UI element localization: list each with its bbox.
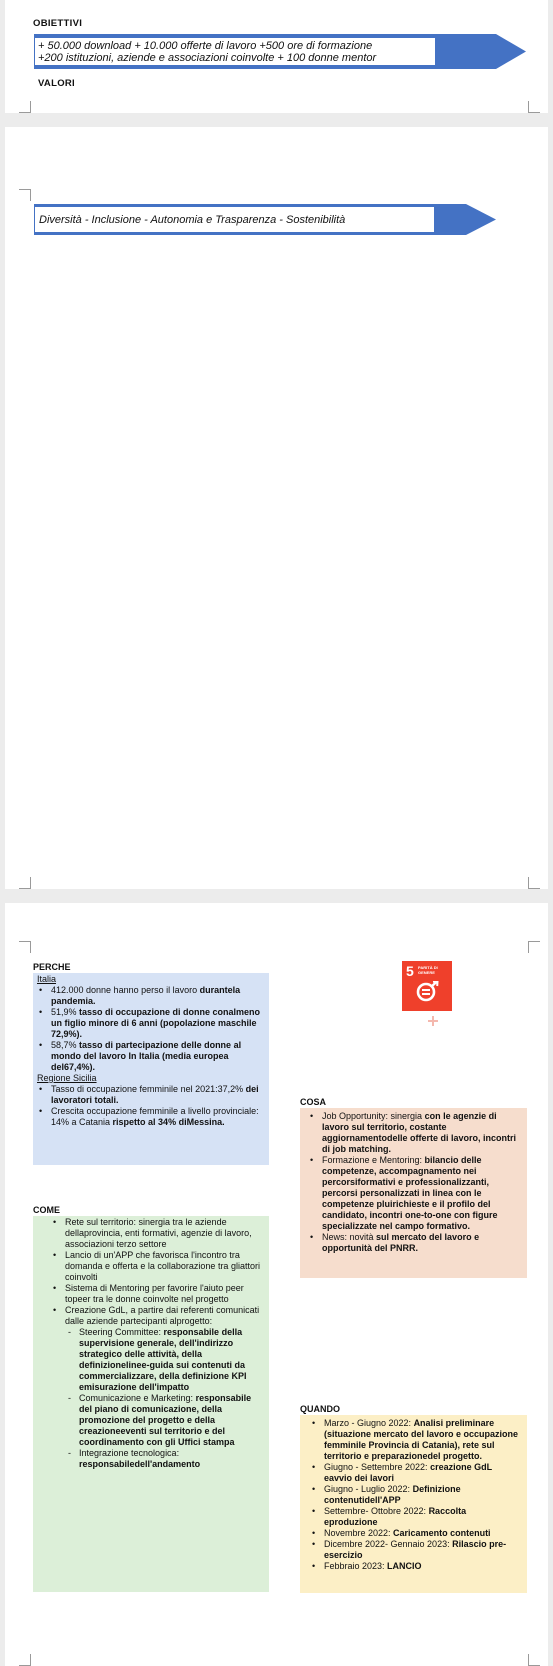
perche-italia-item	[37, 1040, 263, 1073]
quando-item-bold-text: LANCIO	[387, 1561, 422, 1571]
document-page-1	[5, 0, 548, 113]
quando-item-bold-text: creazione GdL eavvio dei lavori	[324, 1462, 492, 1483]
quando-item-text: Novembre 2022:	[324, 1528, 394, 1538]
come-item-text: Creazione GdL, a partire dai referenti comunicati dalle aziende partecipanti alprogetto:	[65, 1305, 260, 1326]
page-corner-mark	[528, 101, 540, 113]
document-page-2	[5, 127, 548, 889]
perche-italia-item-bold-text: tasso di occupazione di donne conalmeno un figlio minore di 6 anni (popolazione maschile 72,9%).	[51, 1007, 261, 1039]
values-heading: VALORI	[38, 78, 75, 89]
quando-item	[310, 1539, 521, 1561]
cosa-item-bold-text: bilancio delle competenze, accompagnamento nei percorsiformativi e professionalizzanti, percorsi personalizzati in linea con le competenze pluirichieste e il profilo del candidato, incontri one-to-one con figure specializzate nel campo formativo.	[322, 1155, 498, 1231]
come-item-text: Rete sul territorio: sinergia tra le aziende dellaprovincia, enti formativi, agenzie di lavoro, associazioni terzo settore	[65, 1217, 252, 1249]
quando-item-bold-text: Rilascio pre-esercizio	[324, 1539, 507, 1560]
gender-equality-icon	[414, 981, 440, 1008]
come-heading: COME	[33, 1205, 60, 1215]
perche-sicilia-item-bold-text: rispetto al 34% diMessina.	[112, 1117, 225, 1127]
come-subitem-bold-text: responsabile della supervisione generale, dell'indirizzo strategico delle attività, della definizionelinee-guida sui contenuti da commercializzare, della definizione KPI emisurazione dell'impatto	[79, 1327, 247, 1392]
come-subitem	[65, 1448, 263, 1470]
cosa-box	[300, 1108, 527, 1278]
sdg-title: PARITÀ DI GENERE	[418, 965, 438, 975]
quando-item-bold-text: Raccolta eproduzione	[324, 1506, 467, 1527]
quando-heading: QUANDO	[300, 1404, 340, 1414]
quando-item	[310, 1418, 521, 1462]
cosa-item-bold-text: con le agenzie di lavoro sul territorio, costante aggiornamentodelle offerte di lavoro, incontri di job matching.	[322, 1111, 517, 1154]
cosa-item-text: Formazione e Mentoring:	[322, 1155, 425, 1165]
sdg-5-gender-equality-badge	[402, 961, 452, 1011]
come-item	[51, 1283, 263, 1305]
quando-item	[310, 1528, 521, 1539]
perche-italia-item-bold-text: tasso di partecipazione delle donne al mondo del lavoro In Italia (media europea del67,4%).	[51, 1040, 242, 1072]
come-subitem	[65, 1393, 263, 1448]
page-corner-mark	[528, 941, 540, 953]
come-subitem-text: Integrazione tecnologica:	[79, 1448, 180, 1458]
come-item	[51, 1305, 263, 1327]
come-item-text: Lancio di un'APP che favorisca l'incontro tra domanda e offerta e la collaborazione tra gliattori coinvolti	[65, 1250, 260, 1282]
objectives-line-1: + 50.000 download + 10.000 offerte di lavoro +500 ore di formazione	[38, 40, 373, 52]
cosa-heading: COSA	[300, 1097, 327, 1107]
sdg-number: 5	[406, 963, 414, 979]
quando-item-text: Marzo - Giugno 2022:	[324, 1418, 414, 1428]
come-subitem-text: Steering Committee:	[79, 1327, 164, 1337]
quando-item-text: Giugno - Luglio 2022:	[324, 1484, 413, 1494]
quando-box	[300, 1415, 527, 1593]
perche-sicilia-item-bold-text: dei lavoratori totali.	[51, 1084, 259, 1105]
come-sublist	[65, 1327, 263, 1470]
come-box	[33, 1216, 269, 1592]
quando-item	[310, 1462, 521, 1484]
page-corner-mark	[19, 101, 31, 113]
come-subitem-bold-text: responsabile del piano di comunicazione, della promozione del progetto e della creazioneeventi sul territorio e del coordinamento con gli Uffici stampa	[79, 1393, 252, 1447]
cosa-item	[308, 1155, 521, 1232]
objectives-heading: OBIETTIVI	[33, 18, 83, 29]
quando-item-bold-text: Caricamento contenuti	[393, 1528, 491, 1538]
come-subitem	[65, 1327, 263, 1393]
region-italia: Italia	[37, 974, 57, 984]
region-sicilia: Regione Sicilia	[37, 1073, 97, 1083]
perche-box	[33, 973, 269, 1165]
perche-sicilia-list	[37, 1084, 263, 1128]
cosa-item-text: News: novità	[322, 1232, 377, 1242]
perche-italia-item-text: 58,7%	[51, 1040, 80, 1050]
objectives-arrow-banner	[34, 32, 529, 71]
come-list	[51, 1217, 263, 1327]
perche-italia-item-text: 51,9%	[51, 1007, 80, 1017]
perche-italia-item-bold-text: durantela pandemia.	[51, 985, 241, 1006]
values-text: Diversità - Inclusione - Autonomia e Trasparenza - Sostenibilità	[39, 214, 346, 226]
perche-heading: PERCHE	[33, 962, 71, 972]
quando-item-bold-text: Definizione contenutidell'APP	[324, 1484, 461, 1505]
document-page-3	[5, 903, 548, 1666]
quando-item-bold-text: Analisi preliminare (situazione mercato del lavoro e occupazione femminile Provincia di Catania), rete sul territorio e preparazionedel progetto.	[324, 1418, 519, 1461]
come-item	[51, 1217, 263, 1250]
page-corner-mark	[19, 941, 31, 953]
quando-item-text: Settembre- Ottobre 2022:	[324, 1506, 429, 1516]
come-item	[51, 1250, 263, 1283]
page-corner-mark	[528, 1654, 540, 1666]
cosa-list	[308, 1111, 521, 1254]
objectives-line-2: +200 istituzioni, aziende e associazioni coinvolte + 100 donne mentor	[38, 52, 377, 64]
quando-item-text: Febbraio 2023:	[324, 1561, 388, 1571]
perche-sicilia-item	[37, 1106, 263, 1128]
page-corner-mark	[528, 877, 540, 889]
come-subitem-text: Comunicazione e Marketing:	[79, 1393, 196, 1403]
quando-list	[310, 1418, 521, 1572]
values-arrow-banner	[34, 203, 499, 236]
page-corner-mark	[19, 1654, 31, 1666]
perche-italia-item-text: 412.000 donne hanno perso il lavoro	[51, 985, 200, 995]
quando-item	[310, 1484, 521, 1506]
perche-italia-item	[37, 985, 263, 1007]
plus-icon	[428, 1016, 438, 1026]
perche-sicilia-item	[37, 1084, 263, 1106]
page-corner-mark	[19, 877, 31, 889]
cosa-item-text: Job Opportunity: sinergia	[322, 1111, 425, 1121]
perche-italia-list	[37, 985, 263, 1073]
perche-sicilia-item-text: Tasso di occupazione femminile nel 2021:37,2%	[51, 1084, 246, 1094]
quando-item	[310, 1561, 521, 1572]
come-subitem-bold-text: responsabiledell'andamento	[79, 1459, 201, 1469]
cosa-item-bold-text: sul mercato del lavoro e opportunità del PNRR.	[322, 1232, 480, 1253]
perche-italia-item	[37, 1007, 263, 1040]
quando-item	[310, 1506, 521, 1528]
quando-item-text: Giugno - Settembre 2022:	[324, 1462, 431, 1472]
come-item-text: Sistema di Mentoring per favorire l'aiuto peer topeer tra le donne coinvolte nel progetto	[65, 1283, 244, 1304]
cosa-item	[308, 1111, 521, 1155]
page-corner-mark	[19, 189, 31, 201]
quando-item-text: Dicembre 2022- Gennaio 2023:	[324, 1539, 453, 1549]
cosa-item	[308, 1232, 521, 1254]
perche-sicilia-item-text: Crescita occupazione femminile a livello provinciale: 14% a Catania	[51, 1106, 259, 1127]
